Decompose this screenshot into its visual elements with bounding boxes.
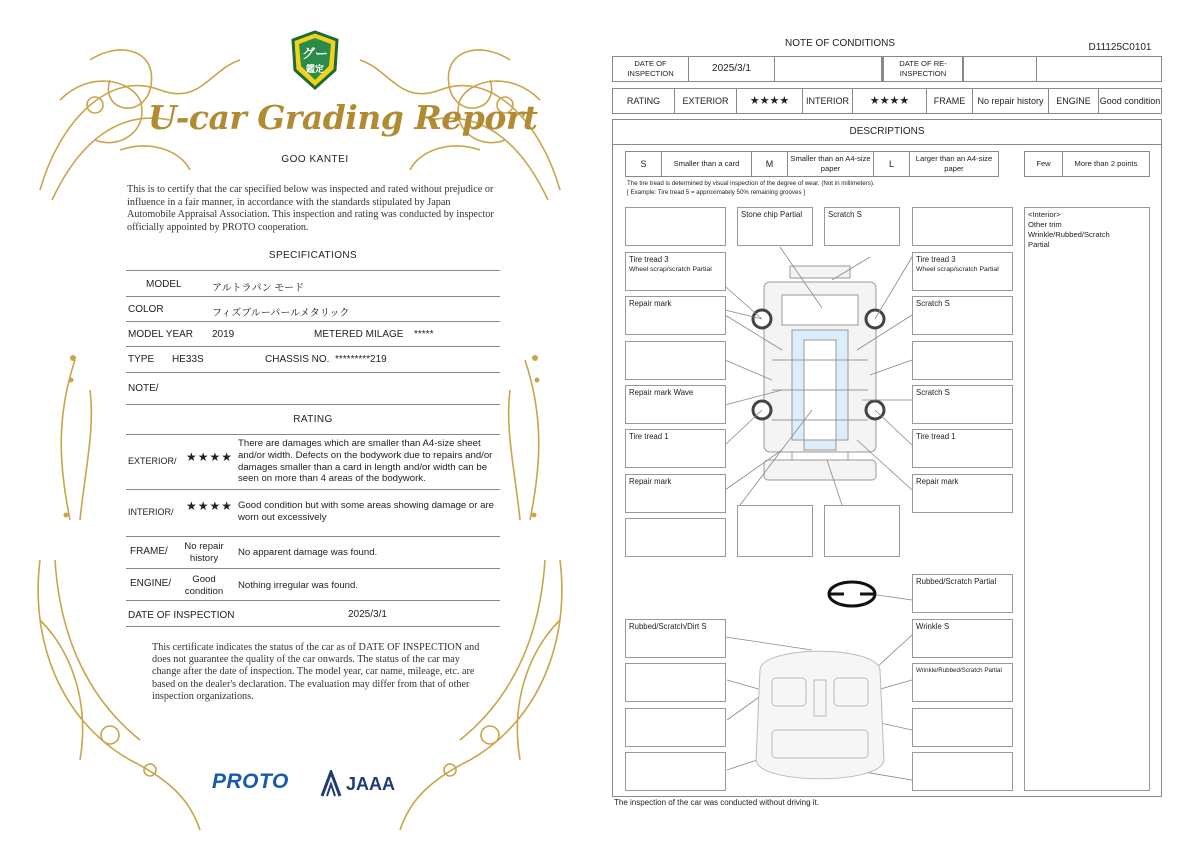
note-box-steering-rubbed: Rubbed/Scratch Partial — [912, 574, 1013, 613]
note-box-rubbed-dirt: Rubbed/Scratch/Dirt S — [625, 619, 726, 658]
descriptions-heading: DESCRIPTIONS — [849, 126, 925, 137]
model-value: アルトラパン モード — [212, 283, 304, 294]
date-of-inspection-label: DATE OF INSPECTION — [613, 57, 689, 81]
divider — [612, 144, 1162, 145]
engine-description: Nothing irregular was found. — [238, 580, 358, 591]
interior-label: INTERIOR — [803, 89, 853, 113]
note-box-wrinkle-partial: Wrinkle/Rubbed/Scratch Partial — [912, 663, 1013, 702]
note-box-tire-front-left — [625, 252, 726, 291]
tire-tread-text: Tire tread 3 — [916, 255, 956, 264]
divider — [126, 434, 500, 435]
certification-text: This is to certify that the car specified below was inspected and rated without prejudice or influence in a fair manner, in accordance with the standards stipulated by Japan Automobile Appraisal Association. This inspection and rating was conducted by inspector officially appointed by PROTO cooperation. — [127, 184, 494, 233]
color-label: COLOR — [128, 304, 164, 315]
date-of-inspection-label: DATE OF INSPECTION — [128, 610, 235, 621]
chassis-value: *********219 — [335, 354, 387, 365]
note-box-empty — [912, 752, 1013, 791]
note-box-empty — [912, 207, 1013, 246]
note-box-tire-front-right — [912, 252, 1013, 291]
divider — [126, 372, 500, 373]
note-box-tire-rear-right: Tire tread 1 — [912, 429, 1013, 468]
proto-logo — [212, 770, 289, 794]
note-box-empty — [625, 341, 726, 380]
rating-row — [612, 88, 1162, 114]
note-box-empty — [625, 207, 726, 246]
engine-label: ENGINE/ — [130, 578, 172, 589]
color-value: フィズブルーパールメタリック — [212, 308, 350, 319]
exterior-label: EXTERIOR/ — [128, 456, 177, 466]
tire-tread-text: Tire tread 3 — [629, 255, 669, 264]
note-box-wrinkle: Wrinkle S — [912, 619, 1013, 658]
divider — [126, 626, 500, 627]
empty-cell — [963, 57, 1037, 81]
document-id: D11125C0101 — [1088, 42, 1152, 53]
divider — [126, 489, 500, 490]
divider — [126, 404, 500, 405]
report-title: U-car Grading Report — [148, 98, 538, 137]
date-of-inspection-value: 2025/3/1 — [689, 57, 775, 81]
divider — [126, 346, 500, 347]
note-box-repair-mark: Repair mark — [625, 296, 726, 335]
note-box-scratch-right: Scratch S — [912, 296, 1013, 335]
interior-stars: ★★★★ — [853, 89, 927, 113]
jaaa-logo-icon — [320, 770, 342, 798]
note-label: NOTE/ — [128, 383, 159, 394]
engine-label: ENGINE — [1049, 89, 1099, 113]
note-box-scratch-top: Scratch S — [824, 207, 900, 246]
rating-label: RATING — [613, 89, 675, 113]
legend-m: M — [752, 152, 788, 176]
model-year-value: 2019 — [212, 329, 235, 340]
frame-value: No repair history — [184, 541, 224, 564]
legend-l-desc: Larger than an A4-size paper — [915, 154, 993, 173]
note-box-empty — [625, 518, 726, 557]
report-subtitle: GOO KANTEI — [281, 154, 349, 165]
divider — [126, 321, 500, 322]
interior-description: Good condition but with some areas showing damage or are worn out excessively — [238, 500, 494, 523]
divider — [126, 568, 500, 569]
specifications-heading: SPECIFICATIONS — [268, 250, 358, 261]
svg-text:グー: グー — [301, 47, 329, 62]
note-box-empty — [912, 708, 1013, 747]
tire-note-line2: [ Example: Tire tread 5 = approximately 50% remaining grooves ] — [627, 189, 805, 196]
note-box-empty — [824, 505, 900, 557]
note-box-repair-mark-right: Repair mark — [912, 474, 1013, 513]
empty-cell — [775, 57, 883, 81]
inspection-date-row — [612, 56, 1162, 82]
frame-description: No apparent damage was found. — [238, 547, 378, 558]
mileage-value: ***** — [414, 329, 434, 340]
type-value: HE33S — [172, 354, 204, 365]
note-box-empty — [737, 505, 813, 557]
engine-value: Good condition — [1099, 96, 1161, 106]
few-legend — [1024, 151, 1150, 177]
divider — [126, 296, 500, 297]
note-box-repair-wave: Repair mark Wave — [625, 385, 726, 424]
wheel-scratch-text: Wheel scrap/scratch Partial — [916, 266, 999, 273]
exterior-stars: ★★★★ — [186, 450, 234, 464]
footer-disclaimer: This certificate indicates the status of the car as of DATE OF INSPECTION and does not guarantee the quality of the car onwards. The status of the car may change after the date of inspection. The model year, car name, mileage, etc. are based on the dealer's declaration. The evaluation may differ from that of other inspection organizations. — [152, 642, 480, 702]
frame-value: No repair history — [973, 89, 1049, 113]
legend-m-desc: Smaller than an A4-size paper — [788, 152, 874, 176]
frame-label: FRAME — [927, 89, 973, 113]
jaaa-logo: JAAA — [346, 774, 396, 794]
proto-logo-text: PROTO — [212, 770, 289, 793]
model-label: MODEL — [146, 279, 182, 290]
wheel-scratch-text: Wheel scrap/scratch Partial — [629, 266, 712, 273]
model-year-label: MODEL YEAR — [128, 329, 194, 340]
note-box-empty — [912, 341, 1013, 380]
note-box-empty — [625, 663, 726, 702]
note-box-stone-chip: Stone chip Partial — [737, 207, 813, 246]
legend-few: Few — [1025, 152, 1063, 176]
svg-text:鑑定: 鑑定 — [305, 65, 325, 75]
re-inspection-label: DATE OF RE-INSPECTION — [883, 57, 963, 81]
interior-notes-box: <Interior> Other trim Wrinkle/Rubbed/Scratch Partial — [1024, 207, 1150, 791]
legend-s-desc: Smaller than a card — [662, 152, 752, 176]
goo-kantei-badge — [289, 30, 341, 90]
note-box-empty — [625, 708, 726, 747]
frame-label: FRAME/ — [130, 546, 168, 557]
note-box-repair-mark-2: Repair mark — [625, 474, 726, 513]
note-of-conditions-heading: NOTE OF CONDITIONS — [785, 38, 895, 49]
size-legend — [625, 151, 999, 177]
exterior-stars: ★★★★ — [737, 89, 803, 113]
exterior-label: EXTERIOR — [675, 89, 737, 113]
type-label: TYPE — [128, 354, 155, 365]
note-box-scratch-right-2: Scratch S — [912, 385, 1013, 424]
rating-heading: RATING — [293, 414, 333, 425]
note-box-tire-rear-left: Tire tread 1 — [625, 429, 726, 468]
exterior-description: There are damages which are smaller than A4-size sheet and/or width. Defects on the bodywork due to repairs and/or damages smaller than a card in length and/or width can be seen on more than 4 areas of the bodywork. — [238, 438, 493, 485]
legend-s: S — [626, 152, 662, 176]
interior-label: INTERIOR/ — [128, 507, 174, 517]
no-drive-note: The inspection of the car was conducted without driving it. — [614, 798, 819, 807]
legend-few-desc: More than 2 points — [1074, 159, 1138, 168]
empty-cell — [1037, 57, 1161, 81]
divider — [126, 536, 500, 537]
note-box-empty — [625, 752, 726, 791]
chassis-label: CHASSIS NO. — [265, 354, 330, 365]
divider — [126, 270, 500, 271]
legend-l: L — [874, 152, 910, 176]
mileage-label: METERED MILAGE — [314, 329, 404, 340]
date-of-inspection-value: 2025/3/1 — [348, 609, 387, 620]
engine-value: Good condition — [184, 574, 224, 597]
tire-note-line1: The tire tread is determined by visual inspection of the degree of wear. (Not in millimeters). — [627, 180, 875, 187]
divider — [126, 600, 500, 601]
interior-stars: ★★★★ — [186, 499, 234, 513]
